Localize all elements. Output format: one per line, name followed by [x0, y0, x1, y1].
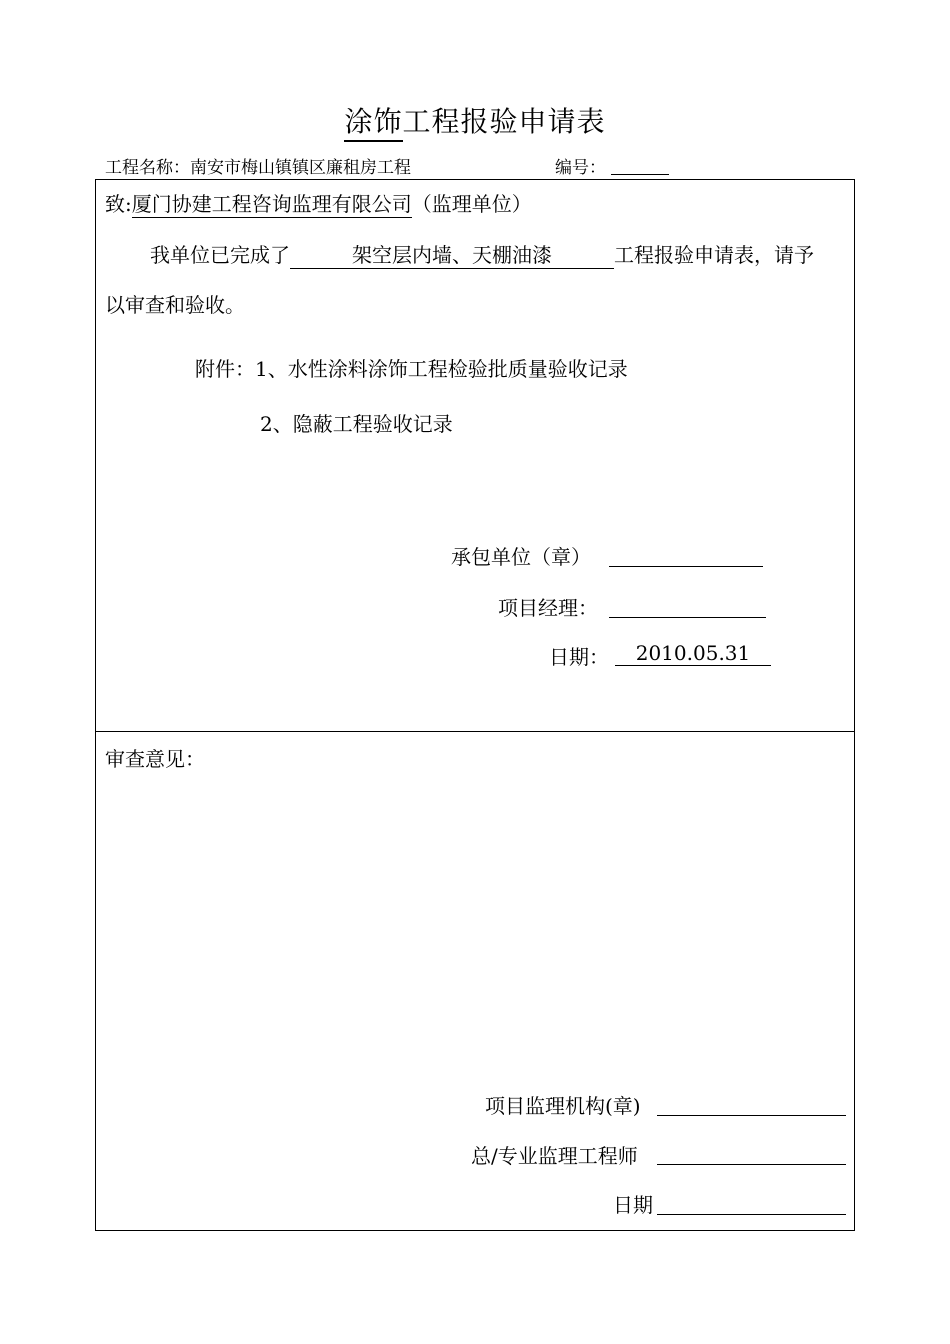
contractor-signature-blank[interactable]	[609, 566, 763, 567]
supervisor-suffix: （监理单位）	[411, 192, 532, 216]
review-label: 审查意见：	[105, 747, 205, 771]
body-suffix: 工程报验申请表，请予	[614, 243, 814, 267]
completed-work: 架空层内墙、天棚油漆	[290, 239, 614, 269]
body-line2: 以审查和验收。	[105, 293, 245, 317]
engineer-signature-blank[interactable]	[657, 1164, 846, 1165]
number-blank[interactable]	[611, 174, 669, 175]
supervisor-company: 厦门协建工程咨询监理有限公司	[132, 188, 412, 218]
project-name-row	[105, 153, 411, 178]
number-label: 编号：	[555, 158, 606, 178]
addressee-line	[105, 188, 532, 218]
title-part2: 工程报验申请表	[402, 105, 606, 138]
org-signature-blank[interactable]	[657, 1115, 846, 1116]
review-date-label: 日期	[613, 1193, 653, 1217]
attachment-1: 附件：1、水性涂料涂饰工程检验批质量验收记录	[195, 357, 628, 381]
contractor-label: 承包单位（章）	[451, 545, 591, 569]
body-prefix: 我单位已完成了	[150, 243, 290, 267]
engineer-label: 总/专业监理工程师	[471, 1144, 638, 1168]
title-part1: 涂饰	[344, 105, 402, 142]
to-prefix: 致:	[105, 192, 132, 216]
review-date-blank[interactable]	[657, 1214, 846, 1215]
date-label: 日期：	[549, 645, 609, 669]
manager-label: 项目经理：	[498, 596, 598, 620]
form-title	[0, 100, 950, 140]
attachment-2: 2、隐蔽工程验收记录	[260, 412, 453, 436]
org-label: 项目监理机构(章)	[485, 1094, 641, 1118]
project-label: 工程名称：	[105, 158, 190, 178]
completion-statement	[150, 239, 814, 269]
date-value: 2010.05.31	[615, 641, 771, 666]
manager-signature-blank[interactable]	[609, 617, 766, 618]
project-name: 南安市梅山镇镇区廉租房工程	[190, 158, 411, 178]
